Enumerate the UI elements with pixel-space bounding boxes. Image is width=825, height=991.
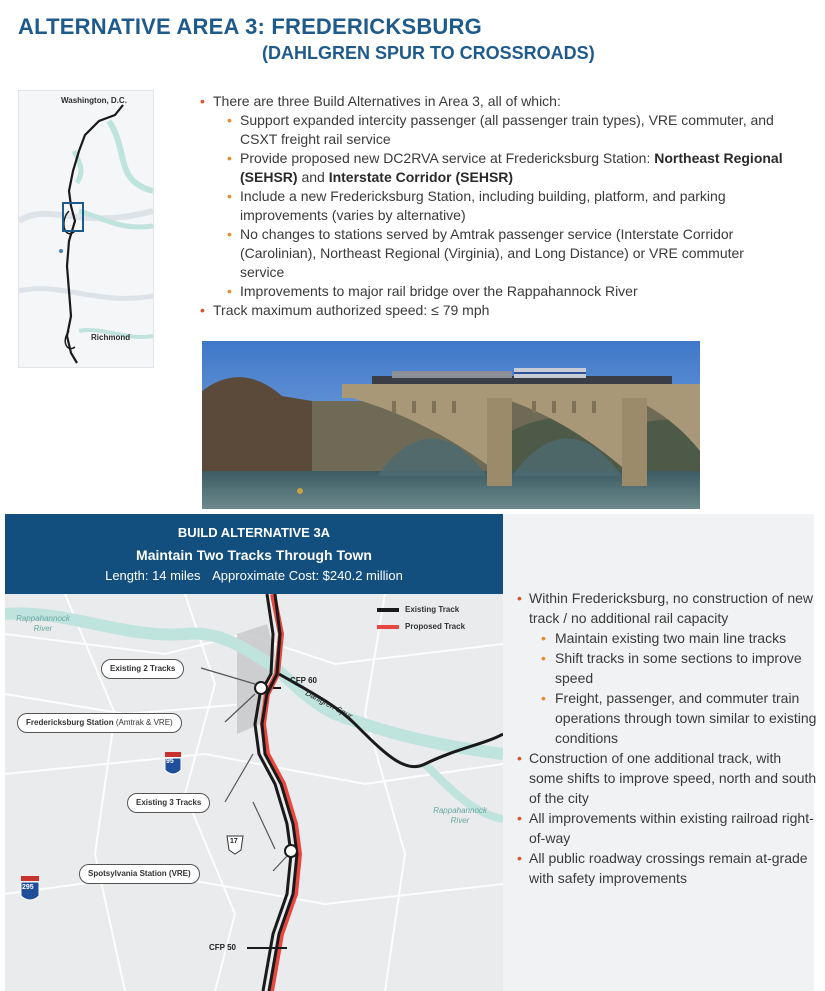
dc2rva-service-2: Interstate Corridor (SEHSR) bbox=[328, 169, 514, 185]
summary-sub-item: • Support expanded intercity passenger (all passenger train types), VRE commuter, and CSXT freight rail service bbox=[227, 111, 790, 149]
summary-speed: • Track maximum authorized speed: ≤ 79 mph bbox=[200, 301, 790, 320]
details-sub-item: • Freight, passenger, and commuter train operations through town similar to existing conditions bbox=[541, 688, 817, 748]
callout-spotsylvania-station: Spotsylvania Station (VRE) bbox=[79, 864, 200, 884]
page-title: ALTERNATIVE AREA 3: FREDERICKSBURG bbox=[18, 14, 482, 39]
alternative-map bbox=[5, 594, 503, 991]
details-item: • Construction of one additional track, with some shifts to improve speed, north and south of the city bbox=[517, 748, 817, 808]
details-item: • All improvements within existing railroad right-of-way bbox=[517, 808, 817, 848]
details-sub-item: • Maintain existing two main line tracks bbox=[541, 628, 817, 648]
legend-proposed-label: Proposed Track bbox=[405, 622, 466, 631]
us17-shield-icon: 17 bbox=[230, 838, 238, 845]
alternative-banner bbox=[5, 514, 503, 594]
summary-list bbox=[200, 92, 790, 320]
i295-shield-icon: 295 bbox=[22, 884, 34, 891]
alternative-cost: Approximate Cost: $240.2 million bbox=[212, 568, 403, 583]
summary-sub-list bbox=[213, 111, 790, 301]
map-legend bbox=[377, 605, 465, 639]
alternative-length: Length: 14 miles bbox=[105, 568, 201, 583]
summary-intro bbox=[200, 92, 790, 301]
fred-station-name: Fredericksburg Station bbox=[26, 718, 114, 727]
alternative-stats bbox=[5, 568, 503, 583]
details-item bbox=[517, 588, 817, 748]
cfp-50-label: CFP 50 bbox=[209, 943, 236, 952]
dahlgren-spur-label: Dahlgren Spur bbox=[303, 688, 354, 721]
existing-track-swatch bbox=[377, 608, 399, 612]
summary-sub-item: • Improvements to major rail bridge over the Rappahannock River bbox=[227, 282, 790, 301]
callout-fredericksburg-station bbox=[17, 713, 182, 733]
legend-existing-label: Existing Track bbox=[405, 605, 460, 614]
details-item: • All public roadway crossings remain at-grade with safety improvements bbox=[517, 848, 817, 888]
alternative-3a-panel bbox=[5, 514, 817, 991]
details-item-text: Within Fredericksburg, no construction of new track / no additional rail capacity bbox=[529, 590, 814, 626]
bridge-photo-image bbox=[202, 341, 700, 509]
callout-existing-2-tracks: Existing 2 Tracks bbox=[101, 659, 184, 679]
details-sub-item: • Shift tracks in some sections to improve speed bbox=[541, 648, 817, 688]
summary-intro-text: There are three Build Alternatives in Area 3, all of which: bbox=[213, 93, 561, 109]
alternative-name: Maintain Two Tracks Through Town bbox=[136, 547, 372, 563]
summary-sub-item: • No changes to stations served by Amtrak passenger service (Interstate Corridor (Carolinian), Northeast Regional (Virginia), and Long Distance) or VRE commuter service bbox=[227, 225, 790, 282]
locator-map-drawing bbox=[19, 91, 153, 367]
page-subtitle: (DAHLGREN SPUR TO CROSSROADS) bbox=[262, 43, 595, 63]
legend-existing bbox=[377, 605, 465, 622]
dc2rva-prefix: Provide proposed new DC2RVA service at Fredericksburg Station: bbox=[240, 150, 655, 166]
river-label-north: Rappahannock River bbox=[16, 614, 70, 633]
bridge-photo bbox=[202, 341, 700, 509]
dc2rva-joiner: and bbox=[297, 169, 329, 185]
details-sub-list bbox=[529, 628, 817, 748]
locator-south-label: Richmond bbox=[91, 333, 131, 342]
details-list bbox=[517, 588, 817, 888]
summary-sub-item-dc2rva bbox=[227, 149, 790, 187]
callout-existing-3-tracks: Existing 3 Tracks bbox=[127, 793, 210, 813]
locator-map bbox=[18, 90, 154, 368]
fred-station-note: (Amtrak & VRE) bbox=[115, 718, 173, 727]
alternative-label: BUILD ALTERNATIVE 3A bbox=[177, 525, 331, 540]
legend-proposed bbox=[377, 622, 465, 639]
river-label-east: Rappahannock River bbox=[433, 806, 487, 825]
proposed-track-swatch bbox=[377, 625, 399, 629]
cfp-60-label: CFP 60 bbox=[290, 676, 317, 685]
locator-north-label: Washington, D.C. bbox=[61, 96, 127, 105]
alternative-map-drawing bbox=[5, 594, 503, 991]
summary-sub-item: • Include a new Fredericksburg Station, including building, platform, and parking improvements (varies by alternative) bbox=[227, 187, 790, 225]
dc2rva-service-1: Northeast Regional (SEHSR) bbox=[240, 150, 783, 185]
i95-shield-icon: 95 bbox=[166, 758, 174, 765]
